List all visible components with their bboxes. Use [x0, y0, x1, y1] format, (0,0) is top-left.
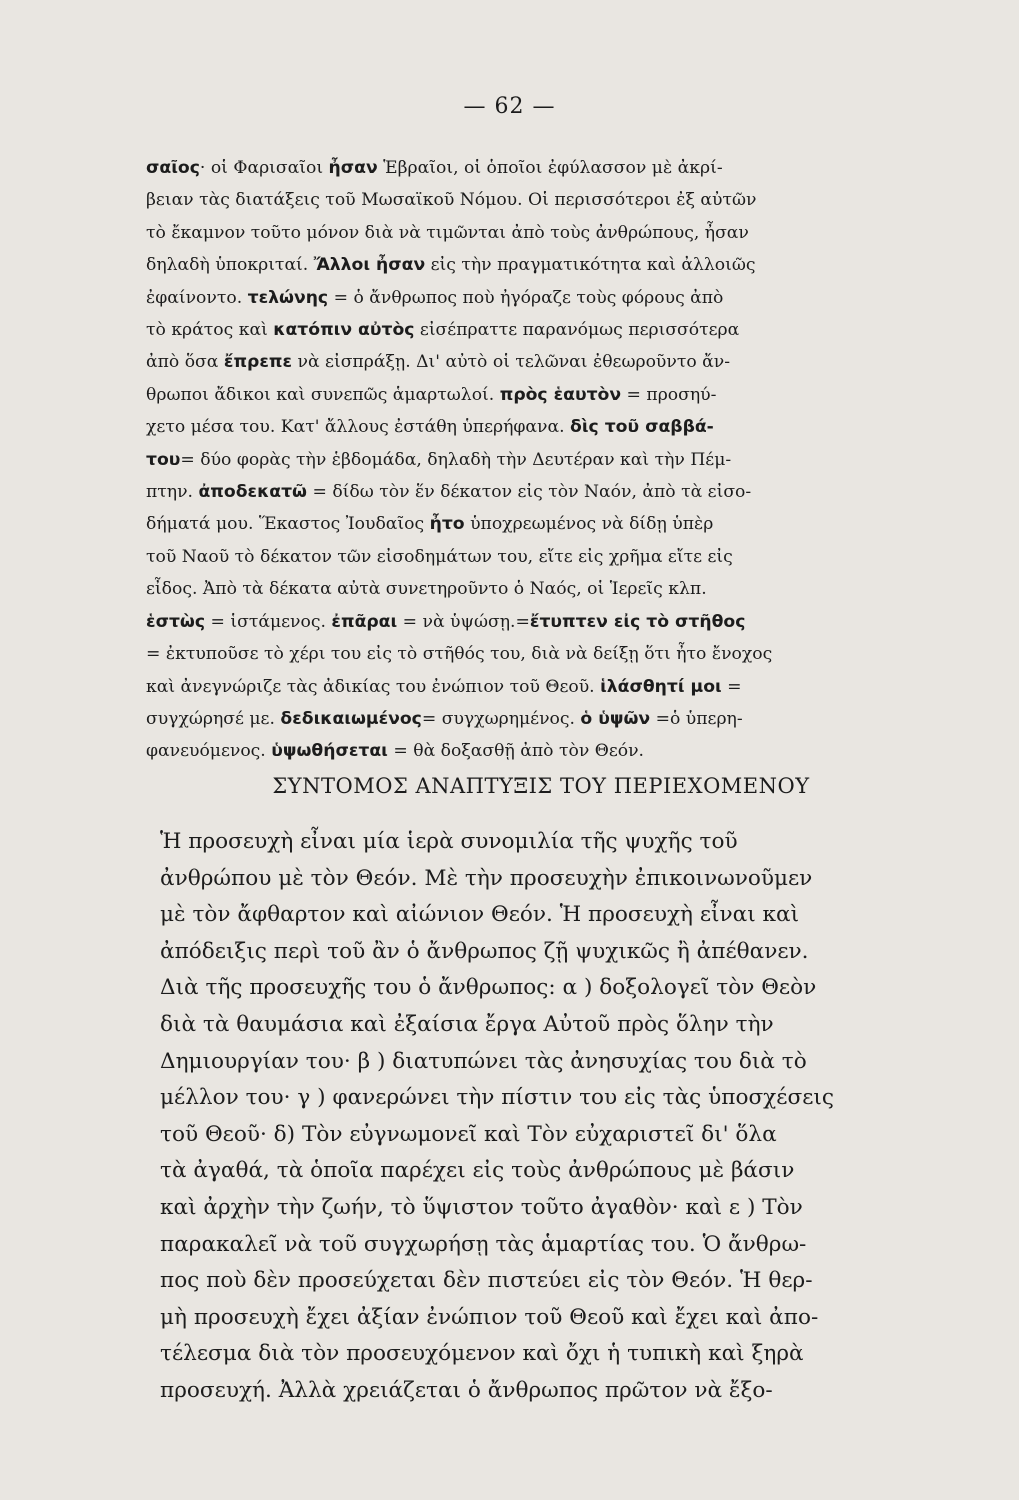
glossary-text: = δίδω τὸν ἕν δέκατον εἰς τὸν Ναόν, ἀπὸ τὰ εἰσο- [307, 482, 752, 503]
glossary-term: ἔτυπτεν εἰς τὸ στῆθος [529, 611, 746, 632]
glossary-text: βειαν τὰς διατάξεις τοῦ Μωσαϊκοῦ Νόμου. Οἱ περισσότεροι ἐξ αὐτῶν [146, 190, 757, 211]
glossary-term: πρὸς ἑαυτὸν [499, 384, 622, 405]
glossary-text: νὰ εἰσπράξῃ. Δι' αὐτὸ οἱ τελῶναι ἐθεωροῦντο ἄν- [292, 352, 730, 373]
glossary-text: = προσηύ- [621, 384, 717, 405]
summary-line: μέλλον του· γ ) φανερώνει τὴν πίστιν του εἰς τὰς ὑποσχέσεις [160, 1085, 834, 1111]
glossary-text: εἶδος. Ἀπὸ τὰ δέκατα αὐτὰ συνετηροῦντο ὁ Ναός, οἱ Ἱερεῖς κλπ. [146, 579, 707, 600]
glossary-line [146, 508, 936, 540]
glossary-text: ἐφαίνοντο. [146, 287, 248, 308]
summary-line: μὲ τὸν ἄφθαρτον καὶ αἰώνιον Θεόν. Ἡ προσευχὴ εἶναι καὶ [160, 902, 800, 928]
page-number: — 62 — [463, 94, 556, 119]
summary-line: διὰ τὰ θαυμάσια καὶ ἐξαίσια ἔργα Αὐτοῦ πρὸς ὅλην τὴν [160, 1011, 774, 1037]
summary-line: Δημιουργίαν του· β ) διατυπώνει τὰς ἀνησυχίας του διὰ τὸ [160, 1048, 807, 1074]
glossary-text: δήματά μου. Ἕκαστος Ἰουδαῖος [146, 514, 430, 535]
glossary-line [146, 217, 936, 249]
glossary-line [146, 346, 936, 378]
glossary-text: τὸ κράτος καὶ [146, 320, 274, 341]
glossary-term: δὶς τοῦ σαββά- [570, 417, 714, 438]
glossary-line [146, 379, 936, 411]
glossary-line [146, 671, 936, 703]
glossary-text: = δύο φορὰς τὴν ἑβδομάδα, δηλαδὴ τὴν Δευτέραν καὶ τὴν Πέμ- [180, 449, 732, 470]
summary-line: τοῦ Θεοῦ· δ) Τὸν εὐγνωμονεῖ καὶ Τὸν εὐχαριστεῖ δι' ὅλα [160, 1121, 777, 1147]
glossary-line [146, 638, 936, 670]
glossary-line [146, 573, 936, 605]
summary-line: παρακαλεῖ νὰ τοῦ συγχωρήσῃ τὰς ἁμαρτίας του. Ὁ ἄνθρω- [160, 1231, 807, 1257]
glossary-term: του [146, 449, 181, 470]
summary-line: καὶ ἀρχὴν τὴν ζωήν, τὸ ὕψιστον τοῦτο ἀγαθὸν· καὶ ε ) Τὸν [160, 1194, 803, 1220]
glossary-text: Ἑβραῖοι, οἱ ὁποῖοι ἐφύλασσον μὲ ἀκρί- [377, 158, 723, 178]
glossary-text: = συγχωρημένος. [421, 708, 581, 729]
glossary-text: = ὁ ἄνθρωπος ποὺ ἠγόραζε τοὺς φόρους ἀπὸ [328, 287, 724, 308]
section-heading: ΣΥΝΤΟΜΟΣ ΑΝΑΠΤΥΞΙΣ ΤΟΥ ΠΕΡΙΕΧΟΜΕΝΟΥ [272, 774, 810, 798]
glossary-line [146, 411, 936, 443]
glossary-line [146, 249, 936, 281]
glossary-text: εἰσέπραττε παρανόμως περισσότερα [414, 320, 740, 341]
glossary-term: σαῖος [146, 158, 200, 178]
glossary-term: κατόπιν αὐτὸς [273, 320, 415, 341]
glossary-term: ἀποδεκατῶ [198, 482, 307, 503]
glossary-text: τὸ ἔκαμνον τοῦτο μόνον διὰ νὰ τιμῶνται ἀπὸ τοὺς ἀνθρώπους, ἦσαν [146, 222, 749, 243]
glossary-text: · οἱ Φαρισαῖοι [199, 158, 329, 178]
glossary-line [146, 444, 936, 476]
glossary-term: ὁ ὑψῶν [580, 708, 651, 729]
glossary-term: ἦτο [429, 514, 465, 535]
summary-line: προσευχή. Ἀλλὰ χρειάζεται ὁ ἄνθρωπος πρῶτον νὰ ἔξο- [160, 1377, 773, 1403]
glossary-line [146, 152, 936, 184]
summary-line: ἀπόδειξις περὶ τοῦ ἂν ὁ ἄνθρωπος ζῇ ψυχικῶς ἢ ἀπέθανεν. [160, 938, 809, 964]
glossary-line [146, 606, 936, 638]
summary-line: μὴ προσευχὴ ἔχει ἀξίαν ἐνώπιον τοῦ Θεοῦ καὶ ἔχει καὶ ἀπο- [160, 1304, 819, 1330]
glossary-line [146, 282, 936, 314]
glossary-term: ἐπᾶραι [331, 611, 398, 632]
glossary-text: φανευόμενος. [146, 741, 272, 762]
glossary-text: ὑποχρεωμένος νὰ δίδῃ ὑπὲρ [464, 514, 714, 535]
glossary-text: = ἐκτυποῦσε τὸ χέρι του εἰς τὸ στῆθός του, διὰ νὰ δείξῃ ὅτι ἦτο ἔνοχος [146, 644, 773, 665]
glossary-term: ἱλάσθητί μοι [600, 676, 722, 697]
glossary-line [146, 541, 936, 573]
summary-line: τὰ ἀγαθά, τὰ ὁποῖα παρέχει εἰς τοὺς ἀνθρώπους μὲ βάσιν [160, 1158, 795, 1184]
glossary-line [146, 184, 936, 216]
glossary-text: πτην. [146, 482, 199, 503]
summary-line: Διὰ τῆς προσευχῆς του ὁ ἄνθρωπος: α ) δοξολογεῖ τὸν Θεὸν [160, 975, 817, 1001]
glossary-line [146, 703, 936, 735]
glossary-text: = [721, 676, 742, 697]
glossary-term: δεδικαιωμένος [280, 708, 422, 729]
glossary-line [146, 735, 936, 767]
glossary-text: καὶ ἀνεγνώριζε τὰς ἀδικίας του ἐνώπιον τοῦ Θεοῦ. [146, 676, 601, 697]
glossary-text: εἰς τὴν πραγματικότητα καὶ ἀλλοιῶς [425, 255, 756, 276]
glossary-line [146, 314, 936, 346]
glossary-term: ὑψωθήσεται [271, 741, 388, 762]
summary-line: Ἡ προσευχὴ εἶναι μία ἱερὰ συνομιλία τῆς ψυχῆς τοῦ [160, 829, 738, 854]
summary-line: τέλεσμα διὰ τὸν προσευχόμενον καὶ ὄχι ἡ τυπικὴ καὶ ξηρὰ [160, 1341, 804, 1367]
glossary-text: συγχώρησέ με. [146, 708, 281, 729]
glossary-text: =ὁ ὑπερη- [650, 708, 743, 729]
glossary-paragraph [146, 152, 936, 768]
glossary-text: = νὰ ὑψώσῃ.= [397, 611, 530, 632]
glossary-text: ἀπὸ ὅσα [146, 352, 224, 373]
glossary-term: ἔπρεπε [223, 352, 293, 373]
glossary-text: δηλαδὴ ὑποκριταί. [146, 255, 314, 276]
glossary-text: τοῦ Ναοῦ τὸ δέκατον τῶν εἰσοδημάτων του, εἴτε εἰς χρῆμα εἴτε εἰς [146, 546, 733, 567]
summary-line: ἀνθρώπου μὲ τὸν Θεόν. Μὲ τὴν προσευχὴν ἐπικοινωνοῦμεν [160, 865, 813, 891]
glossary-line [146, 476, 936, 508]
glossary-term: τελώνης [247, 287, 329, 308]
glossary-term: Ἄλλοι ἦσαν [313, 255, 426, 276]
glossary-text: = ἱστάμενος. [205, 611, 332, 632]
summary-paragraph [160, 824, 932, 1410]
summary-line: πος ποὺ δὲν προσεύχεται δὲν πιστεύει εἰς τὸν Θεόν. Ἡ θερ- [160, 1268, 813, 1294]
glossary-text: = θὰ δοξασθῇ ἀπὸ τὸν Θεόν. [387, 741, 644, 762]
glossary-text: θρωποι ἄδικοι καὶ συνεπῶς ἁμαρτωλοί. [146, 384, 500, 405]
glossary-term: ἦσαν [328, 158, 378, 178]
glossary-text: χετο μέσα του. Κατ' ἄλλους ἐστάθη ὑπερήφανα. [146, 417, 571, 438]
glossary-term: ἑστὼς [146, 611, 206, 632]
